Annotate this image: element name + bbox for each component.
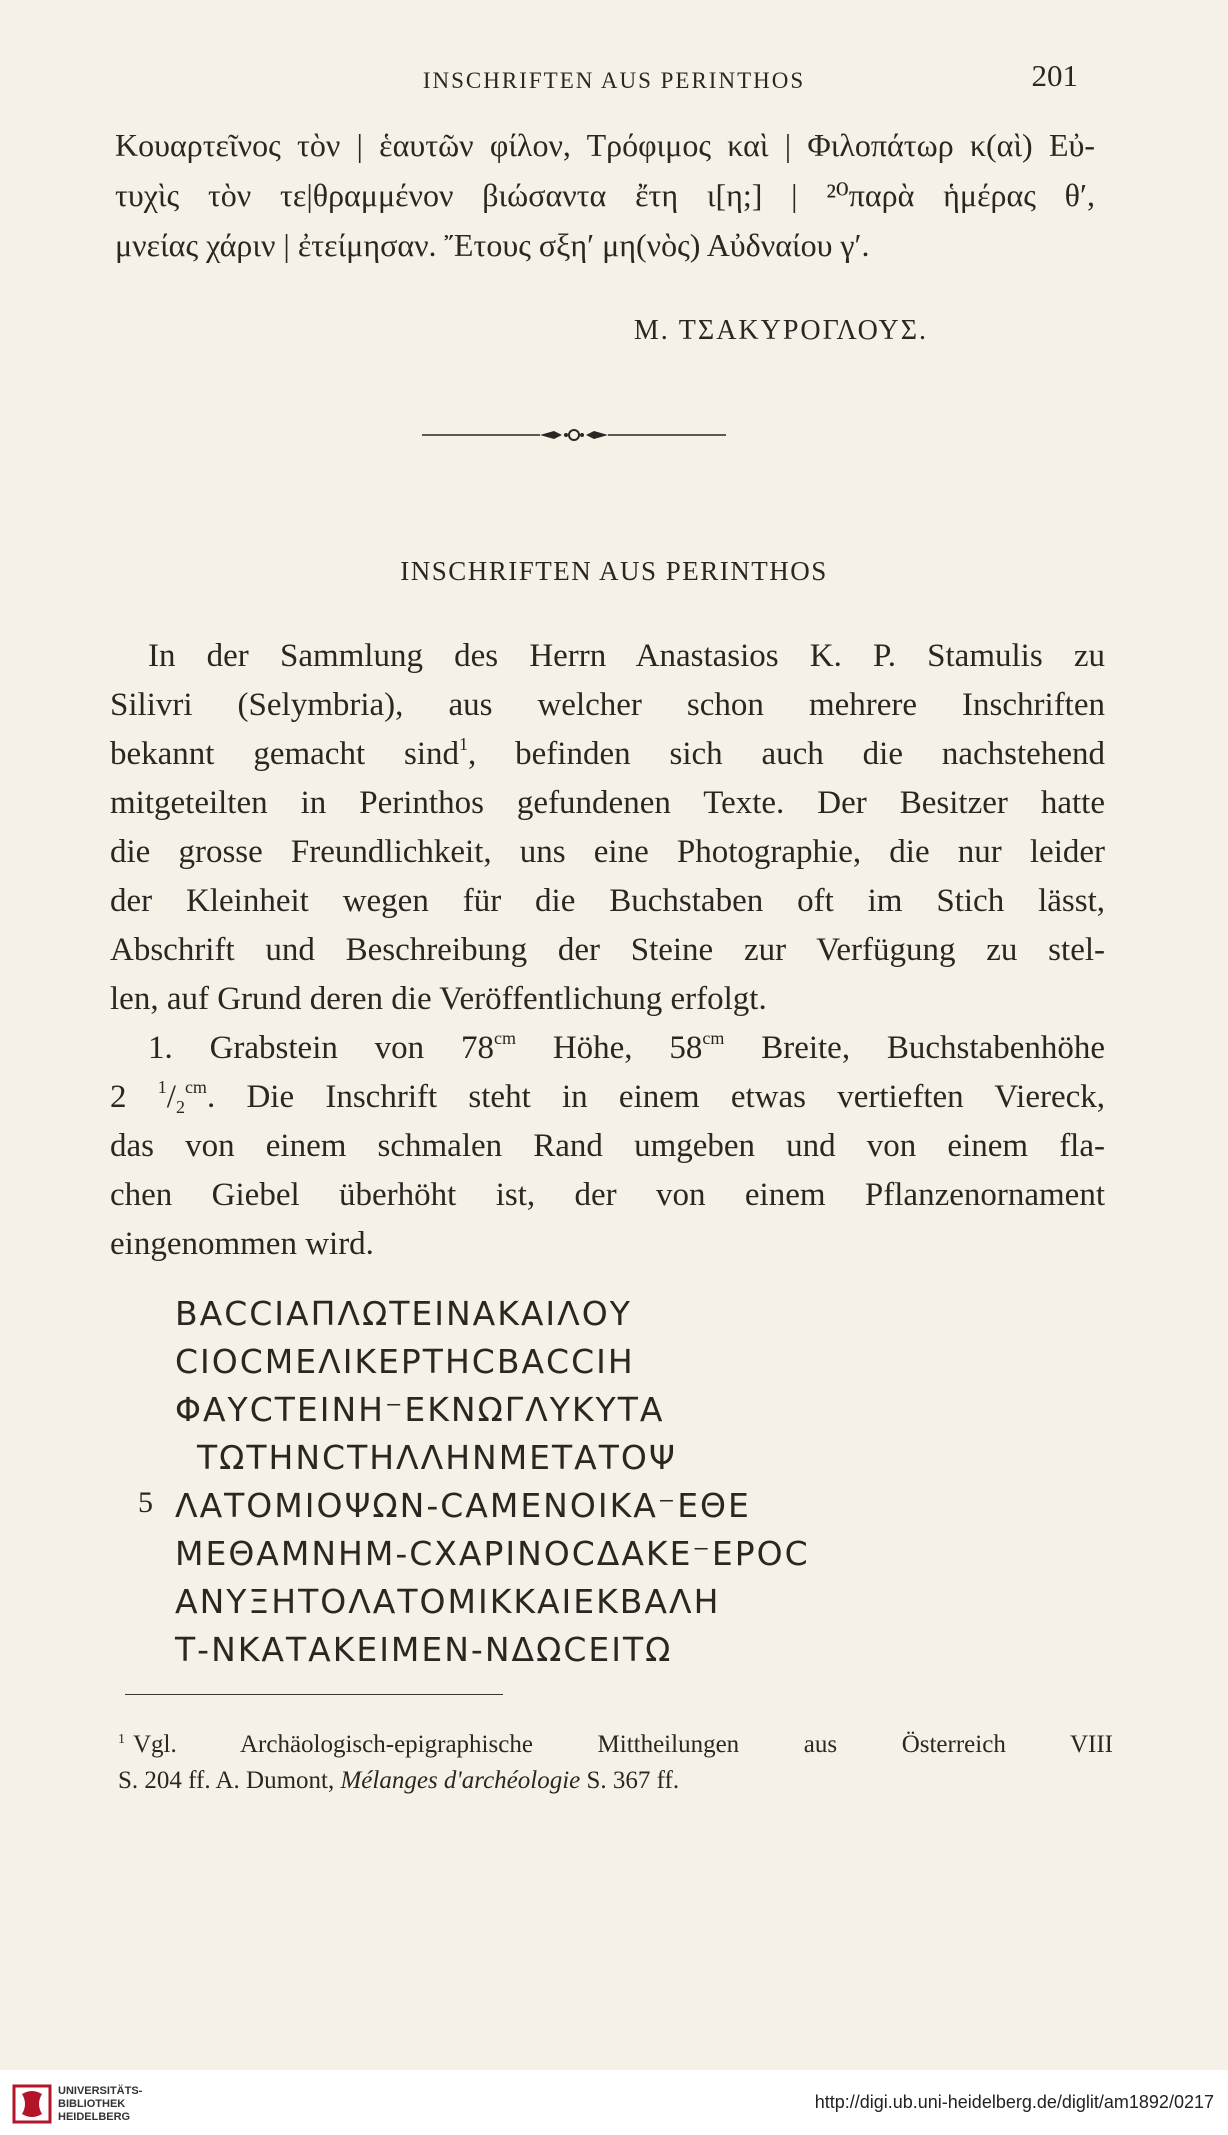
fraction-slash: /: [166, 1079, 176, 1115]
footnote: [118, 1722, 1113, 1799]
footer-bar: [0, 2070, 1228, 2135]
logo-text-line: HEIDELBERG: [58, 2111, 131, 2123]
body-text-span: 2: [110, 1079, 158, 1115]
inscription-line: Τ-ΝΚΑΤΑΚΕΙΜΕΝ-ΝΔΩϹΕΙΤΩ: [175, 1630, 673, 1669]
inscription-line: ΛΑΤΟΜΙΟΨΩΝ-ϹΑΜΕΝΟΙΚΑ⁻ΕΘΕ: [175, 1486, 751, 1525]
footnote-mark: 1: [118, 1732, 125, 1747]
body-line: [110, 1073, 1105, 1122]
footnote-text: S. 204 ff. A. Dumont,: [118, 1767, 341, 1794]
inscription-line: ΒΑϹϹΙΑΠΛΩΤΕΙΝΑΚΑΙΛΟΥ: [175, 1294, 632, 1333]
body-line: Abschrift und Beschreibung der Steine zur Verfügung zu stel-: [110, 932, 1105, 968]
source-url-link[interactable]: http://digi.ub.uni-heidelberg.de/diglit/am1892/0217: [814, 2092, 1214, 2112]
footnote-book-title: Mélanges d'archéologie: [340, 1767, 581, 1794]
body-paragraph: [110, 632, 1105, 1269]
inscription-line: ΦΑΥϹΤΕΙΝΗ⁻ΕΚΝΩΓΛΥΚΥΤΑ: [175, 1390, 665, 1429]
footnote-divider: [125, 1694, 503, 1695]
greek-line-1: Κουαρτεῖνος τὸν | ἑαυτῶν φίλον, Τρόφιμος καὶ | Φιλοπάτωρ κ(αὶ) Εὐ-: [115, 127, 1095, 163]
body-line: der Kleinheit wegen für die Buchstaben oft im Stich lässt,: [110, 883, 1105, 919]
body-line: [110, 730, 1105, 779]
footnote-line: [118, 1763, 1113, 1799]
logo-text-line: BIBLIOTHEK: [58, 2098, 126, 2110]
greek-line-2: τυχὶς τὸν τε|θραμμένον βιώσαντα ἔτη ι[η;] | ²⁰παρὰ ἡμέρας θ′,: [115, 177, 1095, 213]
page-number: 201: [1031, 58, 1078, 93]
footnote-line: [118, 1722, 1113, 1763]
section-title: INSCHRIFTEN AUS PERINTHOS: [400, 556, 828, 586]
ornamental-divider: [422, 428, 726, 442]
body-text-span: , befinden sich auch die nachstehend: [468, 736, 1105, 772]
body-text-span: bekannt gemacht sind: [110, 736, 460, 772]
logo-text-line: UNIVERSITÄTS-: [58, 2085, 143, 2097]
inscription-line-number: 5: [138, 1486, 153, 1519]
body-line: In der Sammlung des Herrn Anastasios K. P. Stamulis zu: [148, 638, 1105, 674]
unit-superscript: cm: [184, 1077, 207, 1097]
body-line: mitgeteilten in Perinthos gefundenen Texte. Der Besitzer hatte: [110, 785, 1105, 821]
inscription-line: ΑΝΥΞΗΤΟΛΑΤΟΜΙΚΚΑΙΕΚΒΑΛΗ: [175, 1582, 721, 1621]
body-line: Silivri (Selymbria), aus welcher schon mehrere Inschriften: [110, 687, 1105, 723]
inscription-line: ϹΙΟϹΜΕΛΙΚΕΡΤΗϹΒΑϹϹΙΗ: [175, 1342, 635, 1381]
unit-superscript: cm: [702, 1028, 725, 1048]
author-signature: M. ΤΣΑΚΥΡΟΓΛΟΥΣ.: [633, 315, 928, 346]
footnote-reference: 1: [459, 734, 469, 754]
body-line: [110, 1024, 1105, 1073]
inscription-transcription: [175, 1290, 1055, 1674]
greek-inscription-text: [115, 120, 1095, 270]
body-text-span: 1. Grabstein von 78: [148, 1030, 494, 1066]
footnote-text: Vgl. Archäologisch-epigraphische Mittheilungen aus Österreich VIII: [133, 1731, 1113, 1758]
fraction-denominator: 2: [175, 1097, 185, 1117]
library-logo-icon[interactable]: [12, 2084, 52, 2124]
body-text-span: Breite, Buchstabenhöhe: [724, 1030, 1105, 1066]
unit-superscript: cm: [494, 1028, 516, 1048]
body-text-span: Höhe, 58: [516, 1030, 703, 1066]
greek-line-3: μνείας χάριν | ἐτείμησαν. Ἔτους σξη′ μη(νὸς) Αὐδναίου γ′.: [115, 227, 870, 263]
library-logo-text: [58, 2085, 142, 2124]
running-head: INSCHRIFTEN AUS PERINTHOS: [422, 68, 806, 93]
body-text-span: . Die Inschrift steht in einem etwas vertieften Viereck,: [206, 1079, 1106, 1115]
body-line: eingenommen wird.: [110, 1226, 374, 1262]
fraction-numerator: 1: [157, 1077, 167, 1097]
body-line: len, auf Grund deren die Veröffentlichung erfolgt.: [110, 981, 767, 1017]
body-line: chen Giebel überhöht ist, der von einem Pflanzenornament: [110, 1177, 1105, 1213]
inscription-line: ΤΩΤΗΝϹΤΗΛΛΗΝΜΕΤΑΤΟΨ: [197, 1438, 677, 1477]
body-line: das von einem schmalen Rand umgeben und von einem fla-: [110, 1128, 1105, 1164]
footnote-text: S. 367 ff.: [580, 1767, 680, 1794]
body-line: die grosse Freundlichkeit, uns eine Photographie, die nur leider: [110, 834, 1105, 870]
inscription-line: ΜΕΘΑΜΝΗΜ-ϹΧΑΡΙΝΟϹΔΑΚΕ⁻ΕΡΟϹ: [175, 1534, 810, 1573]
